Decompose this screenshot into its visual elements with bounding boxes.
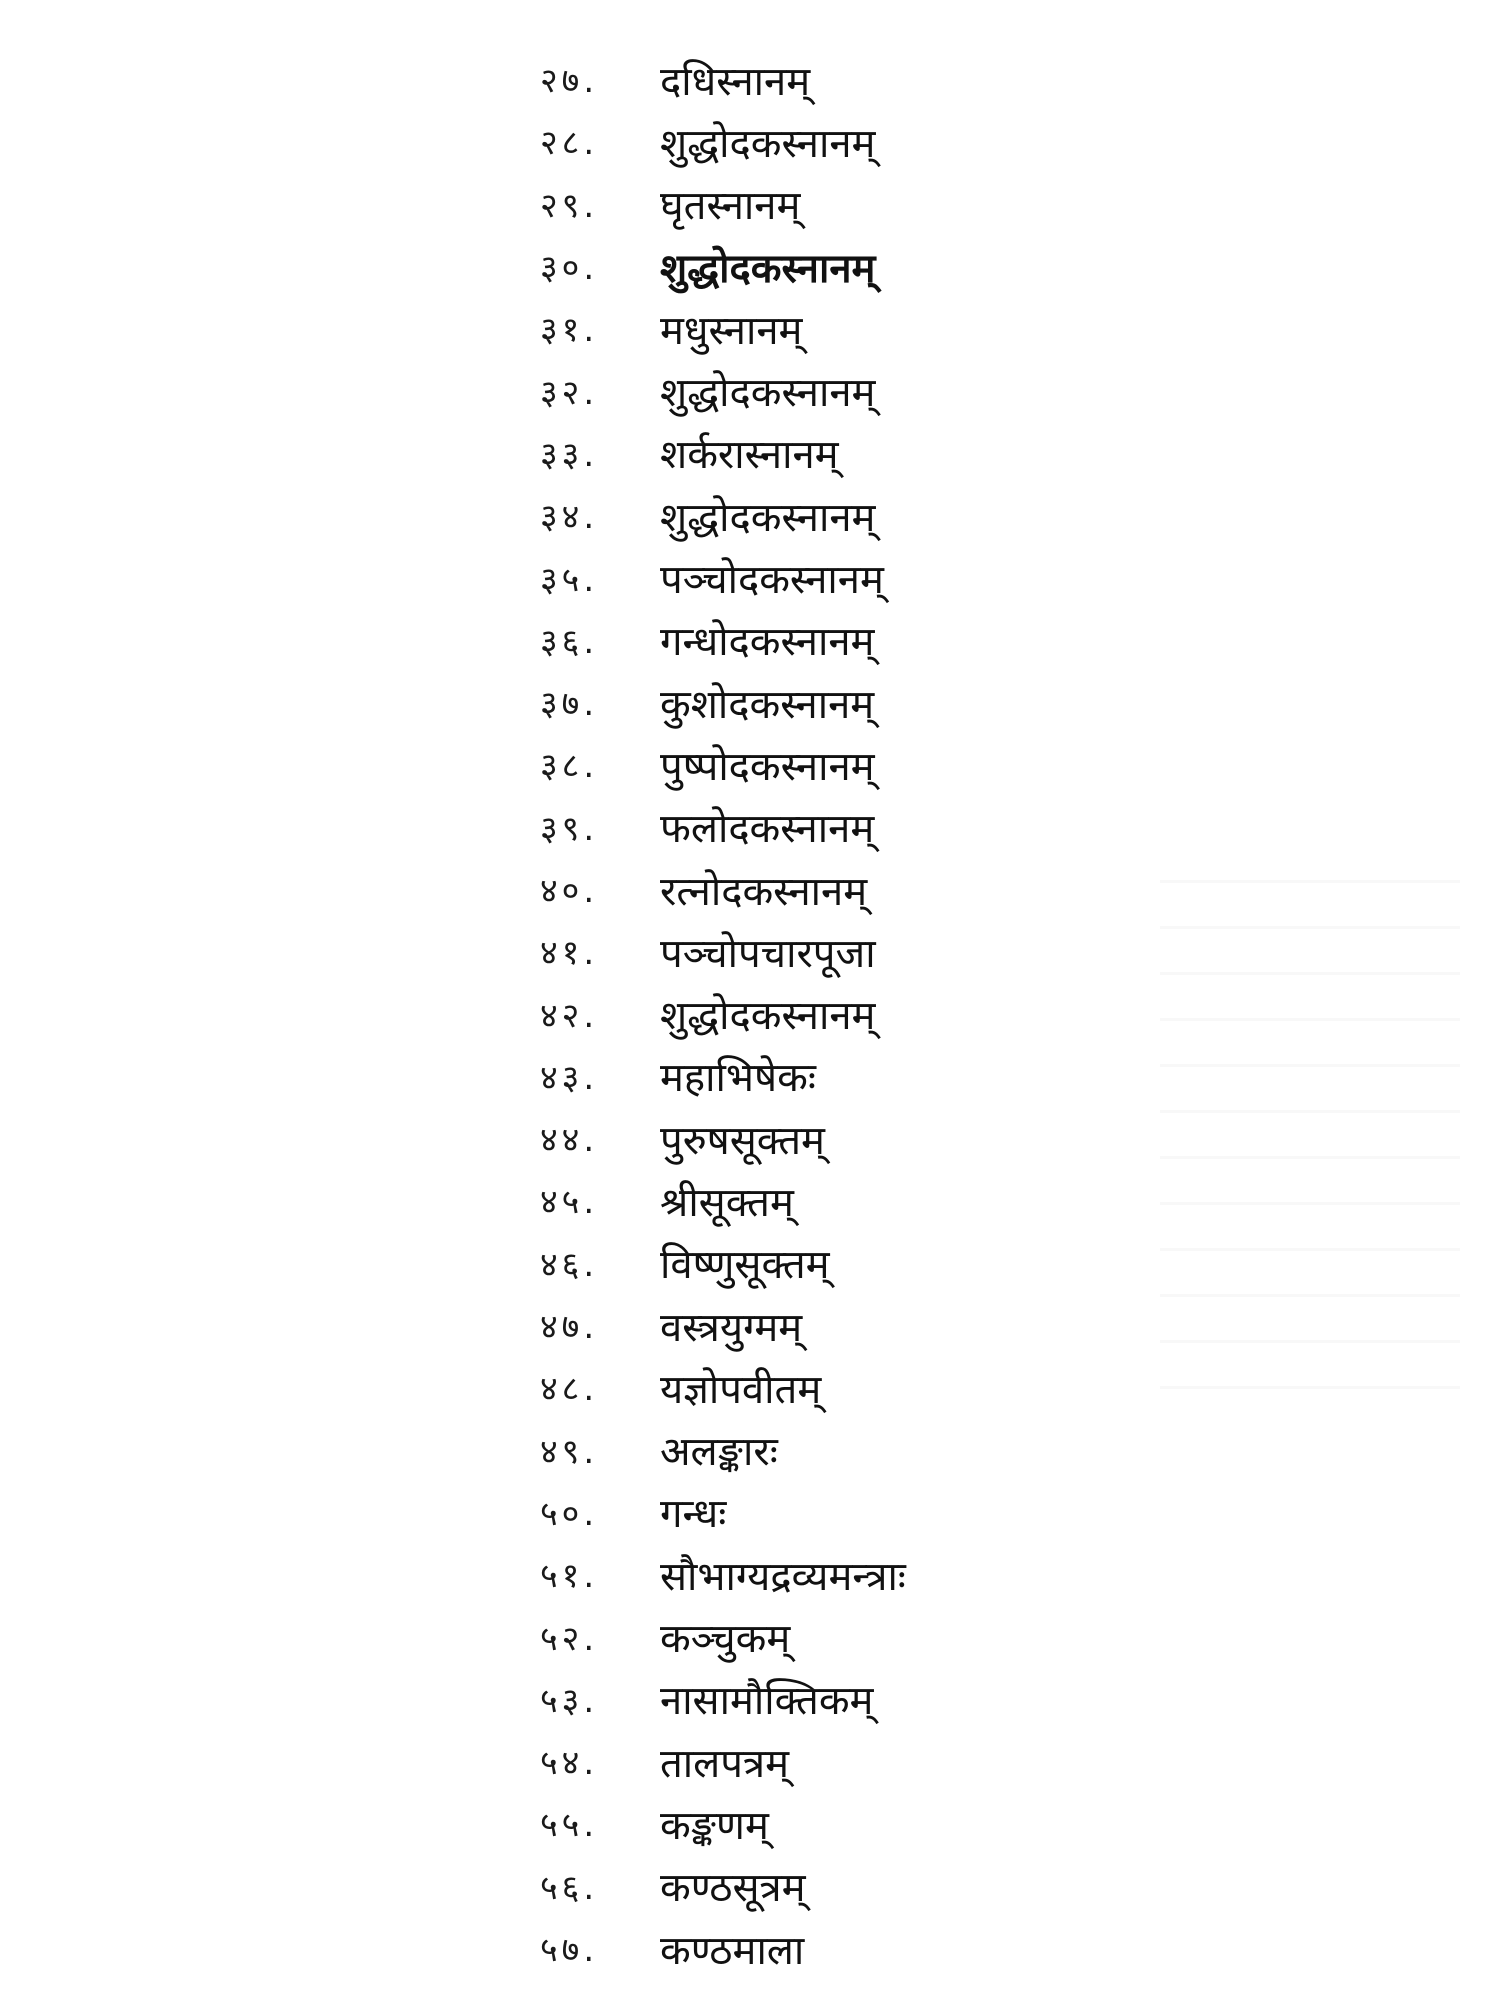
list-item bbox=[540, 297, 906, 359]
list-item bbox=[540, 1668, 906, 1730]
item-number: ३८. bbox=[540, 746, 599, 787]
item-number: ४६. bbox=[540, 1244, 599, 1285]
item-text: श्रीसूक्तम् bbox=[660, 1179, 794, 1226]
item-number: ५१. bbox=[540, 1556, 599, 1597]
item-number: ३३. bbox=[540, 434, 599, 475]
item-text: गन्धोदकस्नानम् bbox=[660, 619, 875, 666]
item-text: मधुस्नानम् bbox=[660, 307, 803, 354]
list-item bbox=[540, 1232, 906, 1294]
item-number: ३९. bbox=[540, 808, 599, 849]
item-number: ४३. bbox=[540, 1057, 599, 1098]
item-text: यज्ञोपवीतम् bbox=[660, 1366, 822, 1413]
list-item bbox=[540, 733, 906, 795]
item-number: ४४. bbox=[540, 1120, 599, 1161]
item-text: फलोदकस्नानम् bbox=[660, 806, 875, 853]
list-item bbox=[540, 982, 906, 1044]
item-number: ३४. bbox=[540, 497, 599, 538]
item-number: ४९. bbox=[540, 1431, 599, 1472]
item-text: दधिस्नानम् bbox=[660, 58, 811, 105]
item-number: ३७. bbox=[540, 684, 599, 725]
list-item bbox=[540, 110, 906, 172]
item-number: ४१. bbox=[540, 933, 599, 974]
list-item bbox=[540, 1419, 906, 1481]
item-number: ४७. bbox=[540, 1307, 599, 1348]
list-item bbox=[540, 1481, 906, 1543]
contents-list bbox=[540, 48, 906, 1979]
item-number: ३२. bbox=[540, 372, 599, 413]
item-number: ५२. bbox=[540, 1618, 599, 1659]
item-text: कङ्कणम् bbox=[660, 1802, 769, 1849]
item-text: कण्ठमाला bbox=[660, 1927, 805, 1974]
item-number: ४०. bbox=[540, 871, 599, 911]
item-text: रत्नोदकस्नानम् bbox=[660, 868, 868, 915]
item-number: ५५. bbox=[540, 1805, 599, 1846]
item-number: २७. bbox=[540, 61, 599, 102]
item-text: पुरुषसूक्तम् bbox=[660, 1117, 825, 1164]
list-item bbox=[540, 1605, 906, 1667]
item-number: ३०. bbox=[540, 248, 599, 289]
item-number: ३१. bbox=[540, 310, 599, 351]
list-item bbox=[540, 173, 906, 235]
list-item bbox=[540, 1294, 906, 1356]
item-number: ५०. bbox=[540, 1493, 599, 1534]
list-item bbox=[540, 1917, 906, 1979]
item-text: गन्धः bbox=[660, 1491, 727, 1538]
item-text: पञ्चोपचारपूजा bbox=[660, 930, 876, 977]
item-text: कण्ठसूत्रम् bbox=[660, 1865, 806, 1912]
item-text: कुशोदकस्नानम् bbox=[660, 681, 875, 728]
list-item bbox=[540, 1107, 906, 1169]
item-number: ३५. bbox=[540, 559, 599, 600]
item-number: ४८. bbox=[540, 1369, 599, 1410]
item-text: वस्त्रयुग्मम् bbox=[660, 1304, 803, 1351]
list-item bbox=[540, 796, 906, 858]
list-item bbox=[540, 1356, 906, 1418]
list-item bbox=[540, 609, 906, 671]
list-item bbox=[540, 920, 906, 982]
item-text: अलङ्कारः bbox=[660, 1429, 778, 1476]
item-text: शर्करास्नानम् bbox=[660, 432, 839, 479]
list-item bbox=[540, 359, 906, 421]
item-text: महाभिषेकः bbox=[660, 1055, 816, 1102]
item-number: ४२. bbox=[540, 995, 599, 1036]
list-item bbox=[540, 48, 906, 110]
list-item bbox=[540, 422, 906, 484]
item-text: नासामौक्तिकम् bbox=[660, 1678, 874, 1725]
item-number: ५६. bbox=[540, 1867, 599, 1908]
item-text: शुद्धोदकस्नानम् bbox=[660, 245, 876, 292]
item-text: घृतस्नानम् bbox=[660, 183, 801, 230]
list-item bbox=[540, 858, 906, 920]
list-item bbox=[540, 1543, 906, 1605]
item-text: शुद्धोदकस्नानम् bbox=[660, 120, 876, 167]
list-item bbox=[540, 1855, 906, 1917]
item-text: सौभाग्यद्रव्यमन्त्राः bbox=[660, 1553, 906, 1600]
item-text: शुद्धोदकस्नानम् bbox=[660, 993, 876, 1040]
item-number: ५३. bbox=[540, 1680, 599, 1721]
list-item bbox=[540, 1730, 906, 1792]
item-text: कञ्चुकम् bbox=[660, 1616, 791, 1663]
item-text: विष्णुसूक्तम् bbox=[660, 1242, 830, 1289]
item-text: शुद्धोदकस्नानम् bbox=[660, 370, 876, 417]
list-item bbox=[540, 1792, 906, 1854]
list-item bbox=[540, 1045, 906, 1107]
item-number: २८. bbox=[540, 123, 599, 164]
item-text: तालपत्रम् bbox=[660, 1740, 789, 1787]
list-item bbox=[540, 671, 906, 733]
list-item bbox=[540, 235, 906, 297]
list-item bbox=[540, 484, 906, 546]
list-item bbox=[540, 546, 906, 608]
item-text: पञ्चोदकस्नानम् bbox=[660, 557, 884, 604]
item-number: २९. bbox=[540, 185, 599, 226]
bleed-through-marks bbox=[1160, 880, 1460, 1400]
item-text: पुष्पोदकस्नानम् bbox=[660, 743, 875, 790]
item-number: ४५. bbox=[540, 1182, 599, 1223]
item-number: ३६. bbox=[540, 621, 599, 662]
item-text: शुद्धोदकस्नानम् bbox=[660, 494, 876, 541]
item-number: ५७. bbox=[540, 1930, 599, 1971]
list-item bbox=[540, 1169, 906, 1231]
item-number: ५४. bbox=[540, 1743, 599, 1784]
